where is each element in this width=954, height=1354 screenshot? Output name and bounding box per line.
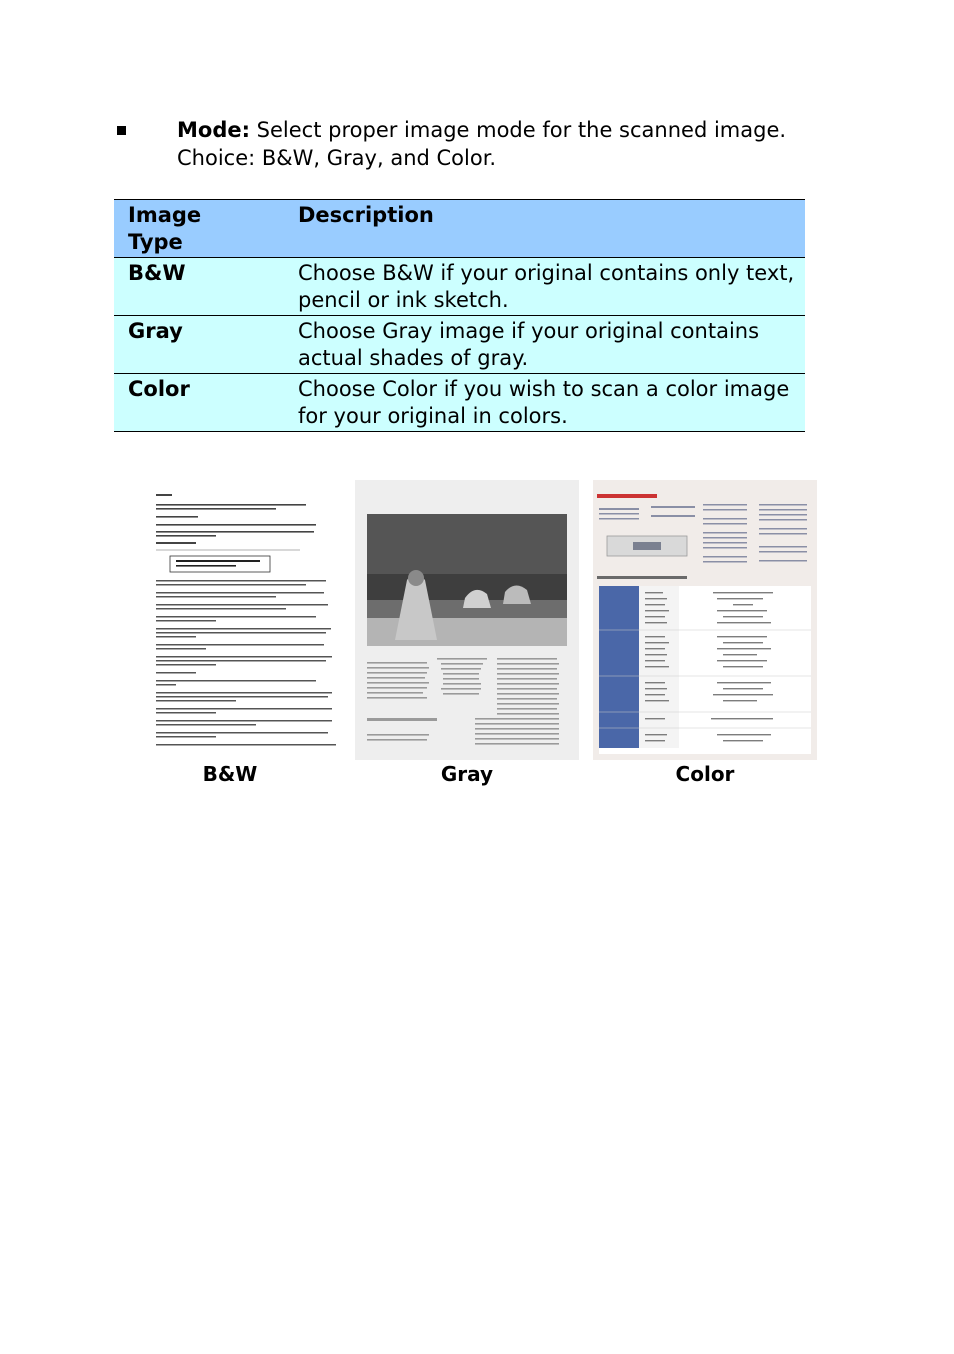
caption-bw: B&W — [202, 762, 258, 786]
square-bullet-icon — [117, 126, 126, 135]
bw-document-graphic — [150, 480, 374, 760]
row-description-color: Choose Color if you wish to scan a color image for your original in colors. — [284, 374, 805, 432]
color-sample-image — [593, 480, 817, 760]
image-type-table — [114, 199, 805, 432]
mode-label: Mode: — [177, 118, 250, 142]
bw-sample-image — [150, 480, 374, 760]
header-image-type — [114, 200, 284, 258]
row-description-bw: Choose B&W if your original contains only text, pencil or ink sketch. — [284, 258, 805, 316]
gray-sample-image — [355, 480, 579, 760]
header-image-type-line2: Type — [128, 230, 183, 254]
mode-text-line2: Choice: B&W, Gray, and Color. — [177, 146, 497, 170]
table-header-row — [114, 200, 805, 258]
row-type-color: Color — [114, 374, 284, 432]
gray-photo-graphic — [355, 480, 579, 760]
table-row — [114, 258, 805, 316]
caption-gray: Gray — [440, 762, 494, 786]
row-description-gray: Choose Gray image if your original contains actual shades of gray. — [284, 316, 805, 374]
header-image-type-line1: Image — [128, 203, 202, 227]
caption-color: Color — [675, 762, 735, 786]
table-row — [114, 316, 805, 374]
mode-text-line1: Select proper image mode for the scanned image. — [250, 118, 787, 142]
color-brochure-graphic — [593, 480, 817, 760]
mode-description — [177, 116, 857, 172]
table-row — [114, 374, 805, 432]
header-description: Description — [284, 200, 805, 258]
row-type-bw: B&W — [114, 258, 284, 316]
row-type-gray: Gray — [114, 316, 284, 374]
